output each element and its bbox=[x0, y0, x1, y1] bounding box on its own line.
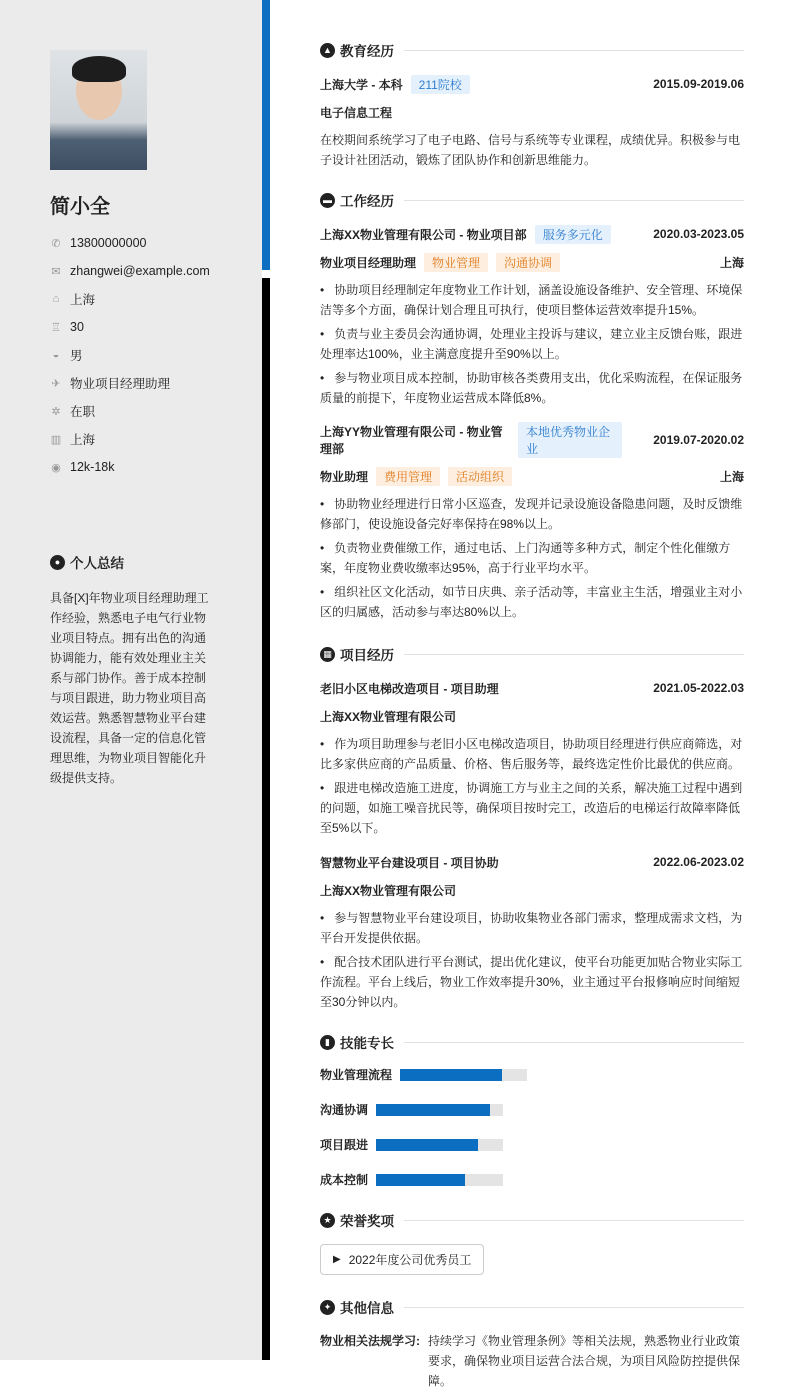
info-text: 上海 bbox=[70, 293, 96, 307]
info-text: 在职 bbox=[70, 405, 96, 419]
divider-bar bbox=[262, 278, 270, 1360]
section-heading bbox=[320, 1210, 744, 1230]
info-text: 13800000000 bbox=[70, 236, 147, 250]
skill-bar-fill bbox=[376, 1174, 465, 1186]
project-date: 2021.05-2022.03 bbox=[653, 681, 744, 695]
skill-bar bbox=[376, 1139, 503, 1151]
skill-bar bbox=[376, 1104, 503, 1116]
info-row bbox=[50, 229, 210, 257]
info-text: 30 bbox=[70, 320, 84, 334]
section-heading bbox=[320, 190, 744, 210]
award-item bbox=[320, 1244, 484, 1275]
info-text: zhangwei@example.com bbox=[70, 264, 210, 278]
info-text: 物业项目经理助理 bbox=[70, 377, 171, 391]
school: 上海大学 - 本科 bbox=[320, 77, 403, 92]
bullet-item: • 负责与业主委员会沟通协调，处理业主投诉与建议，建立业主反馈台账，跟进处理率达100%，业主满意度提升至90%以上。 bbox=[320, 324, 744, 364]
bullet-item: • 协助项目经理制定年度物业工作计划，涵盖设施设备维护、安全管理、环境保洁等多个方面，确保计划合理且可执行，使项目整体运营效率提升15%。 bbox=[320, 280, 744, 320]
edu-date: 2015.09-2019.06 bbox=[653, 77, 744, 91]
job-role: 物业项目经理助理 bbox=[320, 255, 417, 270]
project-date: 2022.06-2023.02 bbox=[653, 855, 744, 869]
award-text: 2022年度公司优秀员工 bbox=[348, 1253, 472, 1267]
bullet-item: • 参与物业项目成本控制，协助审核各类费用支出，优化采购流程，在保证服务质量的前提下，年度物业运营成本降低8%。 bbox=[320, 368, 744, 408]
plane-icon: ✈ bbox=[51, 377, 61, 390]
skill-name: 项目跟进 bbox=[320, 1138, 369, 1152]
skill-name: 成本控制 bbox=[320, 1173, 369, 1187]
skill-tag: 物业管理 bbox=[424, 253, 488, 272]
job-role: 物业助理 bbox=[320, 469, 369, 484]
mail-icon: ✉ bbox=[51, 265, 61, 278]
major: 电子信息工程 bbox=[320, 105, 393, 120]
skill-bar-fill bbox=[376, 1104, 490, 1116]
job-date: 2020.03-2023.05 bbox=[653, 227, 744, 241]
skill-bar-fill bbox=[400, 1069, 502, 1081]
grid-icon: ▦ bbox=[320, 647, 335, 662]
info-row bbox=[50, 397, 210, 425]
divider bbox=[404, 50, 744, 51]
skill-name: 沟通协调 bbox=[320, 1103, 369, 1117]
skill-bar bbox=[376, 1174, 503, 1186]
graduation-cap-icon: ▲ bbox=[320, 43, 335, 58]
job-city: 上海 bbox=[719, 255, 744, 270]
bullet-item: • 参与智慧物业平台建设项目，协助收集物业各部门需求，整理成需求文档，为平台开发提供依据。 bbox=[320, 908, 744, 948]
skill-item bbox=[320, 1101, 538, 1118]
info-row bbox=[50, 257, 210, 285]
info-row bbox=[50, 285, 210, 313]
accent-bar bbox=[262, 0, 270, 270]
divider bbox=[404, 1307, 744, 1308]
section-title: 技能专长 bbox=[340, 1036, 394, 1051]
section-heading bbox=[320, 1297, 744, 1317]
summary-heading bbox=[50, 552, 124, 572]
edu-desc: 在校期间系统学习了电子电路、信号与系统等专业课程，成绩优异。积极参与电子设计社团活动，锻炼了团队协作和创新思维能力。 bbox=[320, 133, 741, 167]
section-title: 其他信息 bbox=[340, 1301, 394, 1316]
skill-bar bbox=[400, 1069, 527, 1081]
skill-tag: 费用管理 bbox=[376, 467, 440, 486]
project-name: 老旧小区电梯改造项目 - 项目助理 bbox=[320, 681, 499, 696]
section-heading bbox=[320, 644, 744, 664]
bullet-item: • 协助物业经理进行日常小区巡查，发现并记录设施设备隐患问题，及时反馈维修部门，使设施设备完好率保持在98%以上。 bbox=[320, 494, 744, 534]
bullet-item: • 跟进电梯改造施工进度，协调施工方与业主之间的关系，解决施工过程中遇到的问题，如施工噪音扰民等，确保项目按时完工，改造后的电梯运行故障率降低至5%以下。 bbox=[320, 778, 744, 838]
company-tag: 服务多元化 bbox=[535, 225, 611, 244]
award-icon: ★ bbox=[320, 1213, 335, 1228]
summary-title: 个人总结 bbox=[70, 556, 124, 571]
info-row bbox=[50, 341, 210, 369]
home-icon: ⌂ bbox=[52, 293, 60, 305]
phone-icon: ✆ bbox=[51, 237, 61, 250]
skill-item bbox=[320, 1136, 538, 1153]
company: 上海XX物业管理有限公司 - 物业项目部 bbox=[320, 227, 527, 242]
divider bbox=[404, 1220, 744, 1221]
skill-item bbox=[320, 1171, 538, 1188]
section-title: 荣誉奖项 bbox=[340, 1214, 394, 1229]
section-title: 工作经历 bbox=[340, 194, 394, 209]
contact-info bbox=[50, 229, 210, 481]
section-heading bbox=[320, 40, 744, 60]
building-icon: ▥ bbox=[50, 433, 62, 446]
project-org: 上海XX物业管理有限公司 bbox=[320, 883, 457, 898]
divider bbox=[404, 654, 744, 655]
school-tag: 211院校 bbox=[411, 75, 470, 94]
project-org: 上海XX物业管理有限公司 bbox=[320, 709, 457, 724]
section-title: 教育经历 bbox=[340, 44, 394, 59]
bullet-item: • 配合技术团队进行平台测试，提出优化建议，使平台功能更加贴合物业实际工作流程。平台上线后，物业工作效率提升30%，业主通过平台报修响应时间缩短至30分钟以内。 bbox=[320, 952, 744, 1012]
info-row bbox=[50, 369, 210, 397]
project-name: 智慧物业平台建设项目 - 项目协助 bbox=[320, 855, 499, 870]
avatar bbox=[50, 50, 147, 170]
status-icon: ✲ bbox=[51, 405, 61, 418]
summary-text: 具备[X]年物业项目经理助理工作经验，熟悉电子电气行业物业项目特点。拥有出色的沟通协调能力，能有效处理业主关系与部门协作。善于成本控制与项目跟进，助力物业项目高效运营。熟悉智慧物业平台建设流程，具备一定的信息化管理思维，为物业项目智能化升级提供支持。 bbox=[50, 591, 209, 785]
skill-item bbox=[320, 1066, 538, 1083]
chart-icon: ▮ bbox=[320, 1035, 335, 1050]
skill-tag: 沟通协调 bbox=[496, 253, 560, 272]
company-tag: 本地优秀物业企业 bbox=[518, 422, 622, 458]
bullet-item: • 负责物业费催缴工作，通过电话、上门沟通等多种方式，制定个性化催缴方案，年度物业费收缴率达95%，高于行业平均水平。 bbox=[320, 538, 744, 578]
triangle-icon: ▶ bbox=[333, 1254, 341, 1265]
info-row bbox=[50, 453, 210, 481]
profile-name: 简小全 bbox=[50, 196, 110, 218]
section-heading bbox=[320, 1032, 744, 1052]
divider bbox=[404, 1042, 744, 1043]
skill-name: 物业管理流程 bbox=[320, 1068, 393, 1082]
gender-icon: ◒ bbox=[52, 349, 60, 361]
other-text: 持续学习《物业管理条例》等相关法规，熟悉物业行业政策要求，确保物业项目运营合法合规，为项目风险防控提供保障。 bbox=[428, 1334, 741, 1388]
info-text: 12k-18k bbox=[70, 460, 115, 474]
section-title: 项目经历 bbox=[340, 648, 394, 663]
info-row bbox=[50, 313, 210, 341]
salary-icon: ◉ bbox=[51, 461, 61, 474]
job-city: 上海 bbox=[719, 469, 744, 484]
info-text: 上海 bbox=[70, 433, 96, 447]
other-label: 物业相关法规学习: bbox=[320, 1334, 420, 1348]
info-icon: ✦ bbox=[320, 1300, 335, 1315]
age-icon: ♖ bbox=[51, 321, 61, 334]
job-date: 2019.07-2020.02 bbox=[653, 433, 744, 447]
info-text: 男 bbox=[70, 349, 83, 363]
info-row bbox=[50, 425, 210, 453]
skill-bar-fill bbox=[376, 1139, 478, 1151]
company: 上海YY物业管理有限公司 - 物业管理部 bbox=[320, 425, 503, 456]
user-icon: ● bbox=[50, 555, 65, 570]
bullet-item: • 组织社区文化活动，如节日庆典、亲子活动等，丰富业主生活，增强业主对小区的归属感，活动参与率达80%以上。 bbox=[320, 582, 744, 622]
skill-tag: 活动组织 bbox=[448, 467, 512, 486]
briefcase-icon: ▬ bbox=[320, 193, 335, 208]
bullet-item: • 作为项目助理参与老旧小区电梯改造项目，协助项目经理进行供应商筛选，对比多家供应商的产品质量、价格、售后服务等，最终选定性价比最优的供应商。 bbox=[320, 734, 744, 774]
divider bbox=[404, 200, 744, 201]
main-content bbox=[320, 40, 744, 1391]
